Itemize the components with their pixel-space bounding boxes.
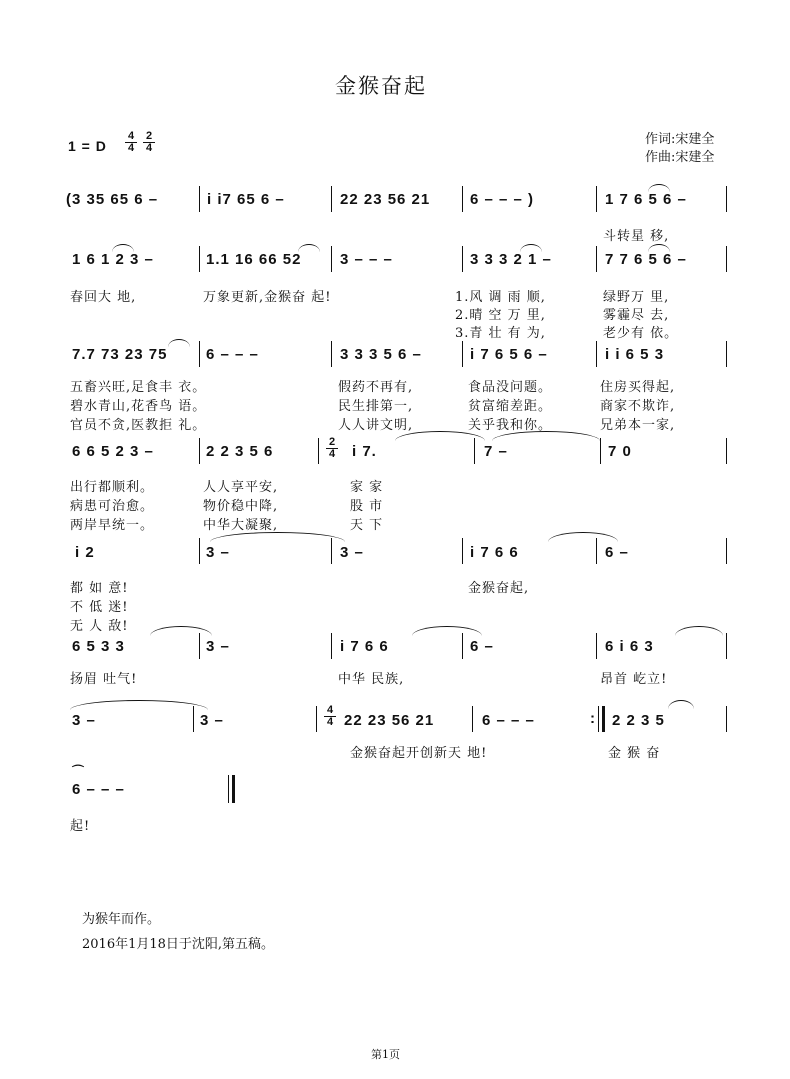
barline (474, 438, 475, 464)
lyric-line: 兄弟本一家, (600, 418, 676, 433)
tie (648, 244, 670, 252)
barline (726, 246, 727, 272)
tie (150, 626, 212, 636)
lyric-line: 老少有 依。 (603, 326, 679, 341)
measure: i i 6 5 3 (605, 346, 665, 363)
lyric-line: 斗转星 移, (603, 229, 670, 244)
lyric-line: 都 如 意! (70, 581, 129, 596)
measure: 6 – – – (482, 712, 535, 729)
measure: 6 – – – ) (470, 191, 535, 208)
measure: 3 – (200, 712, 224, 729)
measure: i 7 6 6 (470, 544, 519, 561)
time-signature-change: $\frac{4}{4}$ (324, 705, 336, 728)
lyric-line: 昂首 屹立! (600, 672, 668, 687)
lyric-line: 天 下 (350, 518, 384, 533)
barline (726, 186, 727, 212)
time-signature-change: $\frac{2}{4}$ (326, 437, 338, 460)
measure: 7 7 6 5 6 – (605, 251, 687, 268)
measure: 2 2 3 5 6 (206, 443, 274, 460)
lyric-line: 五畜兴旺,足食丰 衣。 (70, 380, 207, 395)
measure: 3 – (340, 544, 364, 561)
measure: 3 3 3 2 1 – (470, 251, 552, 268)
composer: 作曲:宋建全 (645, 150, 715, 165)
barline (331, 246, 332, 272)
barline (199, 341, 200, 367)
measure: i 7 6 5 6 – (470, 346, 548, 363)
tie (412, 626, 482, 636)
lyric-line: 雾霾尽 去, (603, 308, 670, 323)
measure: 22 23 56 21 (340, 191, 431, 208)
barline (331, 633, 332, 659)
measure: 6 – (605, 544, 629, 561)
barline (199, 186, 200, 212)
lyric-line: 金猴奋起开创新天 地! (350, 746, 488, 761)
lyric-line: 无 人 敌! (70, 619, 129, 634)
lyric-line: 3.青 壮 有 为, (455, 326, 546, 341)
lyric-line: 扬眉 吐气! (70, 672, 138, 687)
tie (168, 339, 190, 347)
lyric-line: 人人享平安, (203, 480, 279, 495)
time-signature-2-4: $\frac{2}{4}$ (143, 131, 155, 154)
lyric-line: 金 猴 奋 (608, 746, 661, 761)
measure: 6 – (470, 638, 494, 655)
lyric-line: 2.晴 空 万 里, (455, 308, 546, 323)
lyric-line: 碧水青山,花香鸟 语。 (70, 399, 207, 414)
footnote: 2016年1月18日于沈阳,第五稿。 (82, 937, 275, 952)
repeat-sign: : (590, 710, 596, 727)
lyric-line: 民生排第一, (338, 399, 414, 414)
tie (520, 244, 542, 252)
barline (462, 538, 463, 564)
barline (726, 633, 727, 659)
measure: i i7 65 6 – (207, 191, 285, 208)
lyric-line: 中华大凝聚, (203, 518, 279, 533)
barline (199, 538, 200, 564)
measure: 3 – (206, 544, 230, 561)
tie (70, 700, 208, 710)
lyric-line: 物价稳中降, (203, 499, 279, 514)
measure: 1 6 1 2 3 – (72, 251, 154, 268)
barline (316, 706, 317, 732)
lyric-line: 人人讲文明, (338, 418, 414, 433)
barline (331, 186, 332, 212)
time-signature-4-4: $\frac{4}{4}$ (125, 131, 137, 154)
tie (210, 532, 345, 542)
measure: i 2 (75, 544, 95, 561)
barline (462, 246, 463, 272)
barline (193, 706, 194, 732)
lyric-line: 中华 民族, (338, 672, 405, 687)
lyric-line: 贫富缩差距。 (468, 399, 553, 414)
barline (596, 538, 597, 564)
lyric-line: 出行都顺利。 (70, 480, 155, 495)
measure: 6 6 5 2 3 – (72, 443, 154, 460)
measure: 7 – (484, 443, 508, 460)
measure: 3 – (72, 712, 96, 729)
lyric-line: 家 家 (350, 480, 384, 495)
lyric-line: 春回大 地, (70, 290, 137, 305)
footnote: 为猴年而作。 (82, 912, 161, 927)
measure: i 7 6 6 (340, 638, 389, 655)
measure: 6 – – – (72, 781, 125, 798)
tie (648, 184, 670, 192)
barline (228, 775, 229, 803)
measure: 2 2 3 5 (612, 712, 665, 729)
measure: 3 – (206, 638, 230, 655)
barline (596, 186, 597, 212)
lyric-line: 两岸早统一。 (70, 518, 155, 533)
barline (462, 341, 463, 367)
lyric-line: 病患可治愈。 (70, 499, 155, 514)
key-signature: 1 = D (68, 138, 107, 154)
measure: 6 5 3 3 (72, 638, 125, 655)
barline (472, 706, 473, 732)
barline (199, 246, 200, 272)
measure: 1.1 16 66 52 (206, 251, 302, 268)
barline (600, 438, 601, 464)
lyric-line: 住房买得起, (600, 380, 676, 395)
tie (112, 244, 134, 252)
tie (668, 700, 694, 709)
measure: 6 i 6 3 (605, 638, 654, 655)
barline (462, 633, 463, 659)
final-barline (232, 775, 235, 803)
barline (726, 341, 727, 367)
tie (298, 244, 320, 252)
lyric-line: 绿野万 里, (603, 290, 670, 305)
barline (318, 438, 319, 464)
barline (726, 538, 727, 564)
measure: 7 0 (608, 443, 632, 460)
barline (331, 538, 332, 564)
barline (331, 341, 332, 367)
tie (548, 532, 618, 542)
lyric-line: 不 低 迷! (70, 600, 129, 615)
measure: 7.7 73 23 75 (72, 346, 168, 363)
tie (675, 626, 723, 636)
page-number: 第1页 (371, 1048, 400, 1061)
page-title: 金猴奋起 (335, 74, 427, 98)
fermata: ⌒ (72, 764, 86, 778)
barline (462, 186, 463, 212)
lyric-line: 股 市 (350, 499, 384, 514)
lyric-line: 起! (70, 819, 91, 834)
lyric-line: 关乎我和你。 (468, 418, 553, 433)
lyric-line: 假药不再有, (338, 380, 414, 395)
repeat-barline (602, 706, 605, 732)
measure: 3 – – – (340, 251, 393, 268)
lyric-line: 1.风 调 雨 顺, (455, 290, 546, 305)
barline (598, 706, 599, 732)
measure: 22 23 56 21 (344, 712, 435, 729)
barline (726, 438, 727, 464)
barline (199, 633, 200, 659)
measure: 3 3 3 5 6 – (340, 346, 422, 363)
barline (596, 633, 597, 659)
measure: i 7. (352, 443, 377, 460)
measure: 1 7 6 5 6 – (605, 191, 687, 208)
lyricist: 作词:宋建全 (645, 132, 715, 147)
measure: 6 – – – (206, 346, 259, 363)
lyric-line: 食品没问题。 (468, 380, 553, 395)
measure: (3 35 65 6 – (66, 191, 159, 208)
barline (726, 706, 727, 732)
barline (596, 341, 597, 367)
barline (199, 438, 200, 464)
lyric-line: 官员不贪,医教拒 礼。 (70, 418, 207, 433)
lyric-line: 金猴奋起, (468, 581, 530, 596)
lyric-line: 万象更新,金猴奋 起! (203, 290, 332, 305)
barline (596, 246, 597, 272)
lyric-line: 商家不欺诈, (600, 399, 676, 414)
